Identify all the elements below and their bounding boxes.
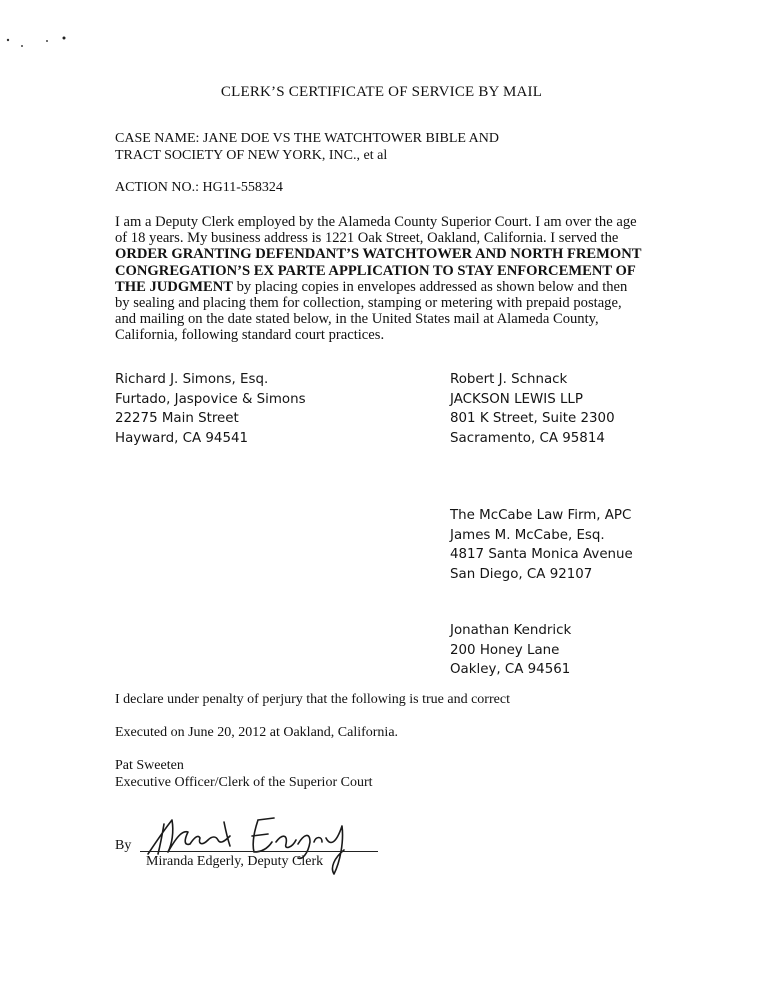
address-line: James M. McCabe, Esq. — [450, 527, 605, 543]
service-details: by placing copies in envelopes addressed as shown below and then by sealing and placing them for collection, stamping or metering with prepaid postage, and mailing on the date stated below, in the United States mail at Alameda County, California, following standard court practices. — [115, 278, 628, 344]
address-line: JACKSON LEWIS LLP — [450, 391, 583, 407]
address-line: Sacramento, CA 95814 — [450, 430, 605, 446]
service-intro: I am a Deputy Clerk employed by the Alameda County Superior Court. I am over the age of 18 years. My business address is 1221 Oak Street, Oakland, California. I served the — [115, 214, 637, 247]
served-order-title: ORDER GRANTING DEFENDANT’S WATCHTOWER AND NORTH FREMONT CONGREGATION’S EX PARTE APPLICATION TO STAY ENFORCEMENT OF THE JUDGMENT — [115, 246, 642, 295]
address-line: Robert J. Schnack — [450, 372, 568, 387]
address-line: Hayward, CA 94541 — [115, 430, 249, 446]
address-line: 22275 Main Street — [115, 411, 239, 426]
service-statement — [115, 214, 645, 344]
signer-name: Miranda Edgerly, Deputy Clerk — [146, 854, 324, 869]
document-title: CLERK’S CERTIFICATE OF SERVICE BY MAIL — [220, 84, 543, 100]
officer-title: Executive Officer/Clerk of the Superior Court — [115, 774, 373, 790]
address-block — [450, 506, 633, 584]
perjury-declaration: I declare under penalty of perjury that the following is true and correct — [115, 692, 510, 707]
handwritten-signature — [138, 802, 388, 882]
officer-block — [115, 758, 373, 791]
address-line: Richard J. Simons, Esq. — [115, 372, 269, 387]
signature-line — [140, 851, 378, 852]
action-number: ACTION NO.: HG11-558324 — [115, 180, 283, 195]
address-block — [115, 370, 306, 448]
address-line: San Diego, CA 92107 — [450, 566, 593, 582]
address-line: Furtado, Jaspovice & Simons — [115, 391, 306, 407]
by-label: By — [115, 838, 132, 853]
execution-statement: Executed on June 20, 2012 at Oakland, California. — [115, 725, 399, 740]
case-name-line-1: CASE NAME: JANE DOE VS THE WATCHTOWER BIBLE AND — [115, 131, 499, 146]
address-block — [450, 370, 615, 448]
address-line: The McCabe Law Firm, APC — [450, 508, 632, 523]
officer-name: Pat Sweeten — [115, 758, 184, 773]
address-line: Oakley, CA 94561 — [450, 662, 571, 677]
address-line: 801 K Street, Suite 2300 — [450, 411, 615, 426]
address-block — [450, 621, 571, 680]
address-line: 4817 Santa Monica Avenue — [450, 547, 633, 562]
case-name — [115, 131, 575, 164]
address-line: Jonathan Kendrick — [450, 623, 572, 638]
scan-specks — [0, 0, 100, 60]
address-line: 200 Honey Lane — [450, 642, 560, 658]
case-name-line-2: TRACT SOCIETY OF NEW YORK, INC., et al — [115, 147, 388, 163]
